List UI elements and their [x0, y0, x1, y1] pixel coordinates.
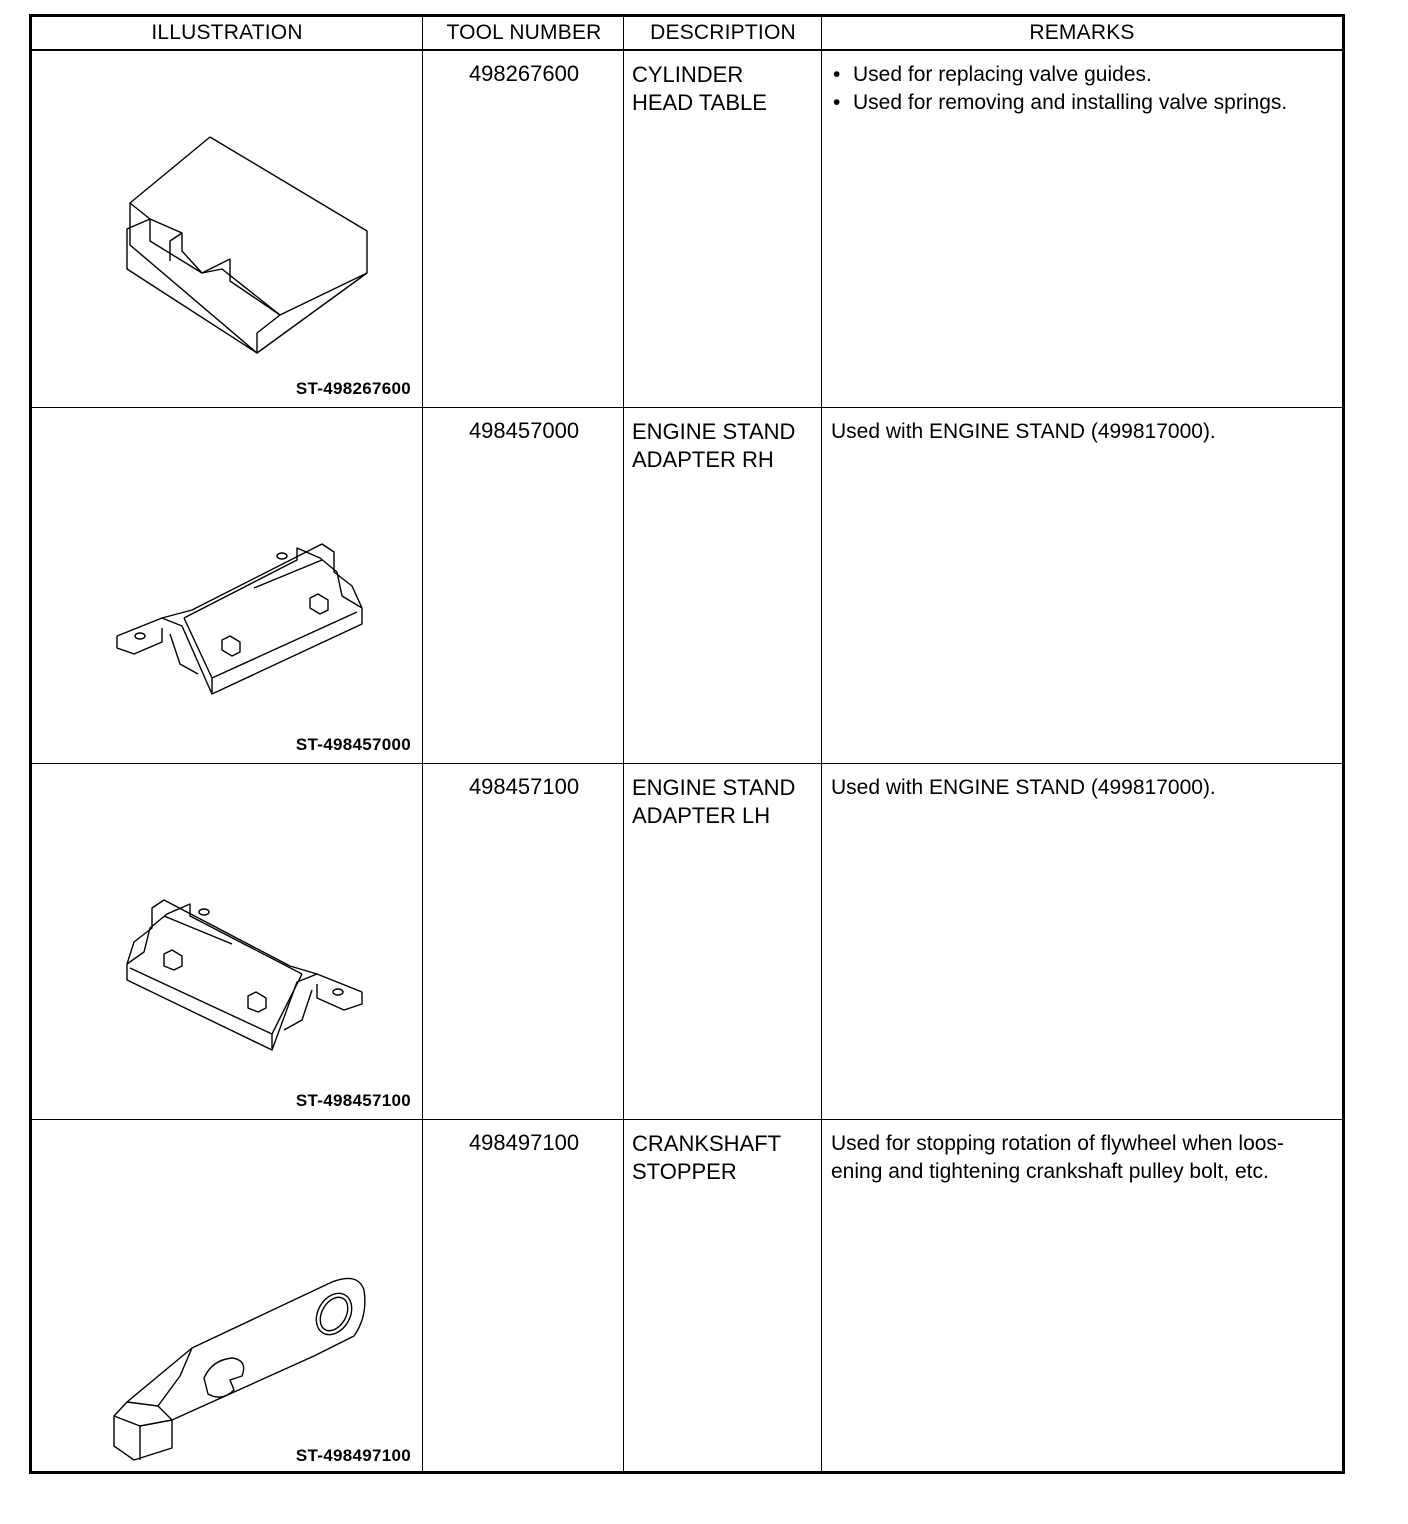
header-illustration: ILLUSTRATION [151, 21, 303, 44]
tool-description [632, 774, 822, 830]
tool-remarks [831, 774, 1336, 802]
crankshaft-stopper-icon [72, 1180, 372, 1450]
description-line: ADAPTER LH [632, 803, 771, 828]
header-description: DESCRIPTION [650, 21, 796, 44]
description-line: HEAD TABLE [632, 90, 767, 115]
table-header-row [32, 17, 1342, 51]
remark-text: Used with ENGINE STAND (499817000). [831, 420, 1216, 443]
illustration-caption: ST-498457000 [295, 735, 411, 754]
tool-description [632, 418, 822, 474]
tool-number: 498497100 [468, 1130, 580, 1155]
table-row [32, 764, 1342, 1120]
remark-text: Used with ENGINE STAND (499817000). [831, 776, 1216, 799]
remark-line: ening and tightening crankshaft pulley bolt, etc. [831, 1160, 1269, 1183]
description-line: ENGINE STAND [632, 419, 796, 444]
tool-description [632, 61, 822, 117]
header-tool-number: TOOL NUMBER [446, 21, 602, 44]
description-line: ADAPTER RH [632, 447, 774, 472]
special-tools-table [29, 14, 1345, 1474]
description-line: CYLINDER [632, 62, 744, 87]
engine-stand-adapter-rh-icon [72, 468, 372, 738]
illustration-caption: ST-498497100 [295, 1446, 411, 1465]
tool-description [632, 1130, 822, 1186]
description-line: STOPPER [632, 1159, 737, 1184]
header-remarks: REMARKS [1029, 21, 1135, 44]
remark-bullet: • Used for removing and installing valve springs. [831, 89, 1336, 117]
tool-remarks [831, 61, 1336, 117]
tool-number: 498457100 [468, 774, 580, 799]
engine-stand-adapter-lh-icon [72, 824, 372, 1094]
description-line: ENGINE STAND [632, 775, 796, 800]
cylinder-head-table-icon [72, 111, 372, 381]
tool-remarks [831, 418, 1336, 446]
table-row [32, 408, 1342, 764]
illustration-caption: ST-498457100 [295, 1091, 411, 1110]
illustration-caption: ST-498267600 [295, 379, 411, 398]
description-line: CRANKSHAFT [632, 1131, 782, 1156]
tool-number: 498457000 [468, 418, 580, 443]
remark-line: Used for stopping rotation of flywheel when loos- [831, 1132, 1284, 1155]
tool-remarks [831, 1130, 1336, 1186]
table-row [32, 1120, 1342, 1474]
remark-bullet: • Used for replacing valve guides. [831, 61, 1336, 89]
table-row [32, 51, 1342, 408]
tool-number: 498267600 [468, 61, 580, 86]
